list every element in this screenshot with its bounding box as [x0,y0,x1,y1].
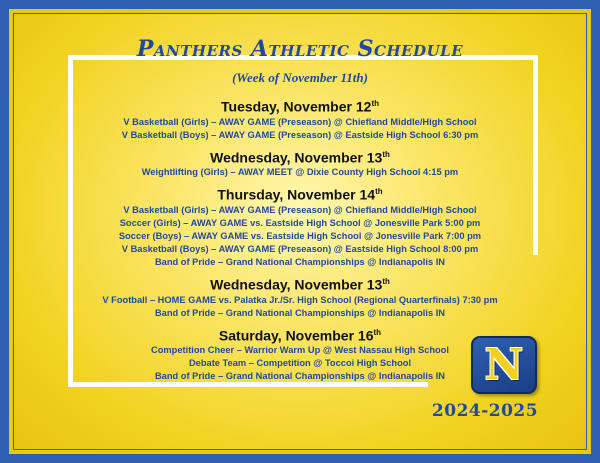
event-item: V Basketball (Girls) – AWAY GAME (Preseason) @ Chiefland Middle/High School [123,204,477,215]
event-item: V Basketball (Boys) – AWAY GAME (Preseason) @ Eastside High School 8:00 pm [121,243,479,254]
day-heading: Saturday, November 16th [218,327,382,344]
event-item: V Football – HOME GAME vs. Palatka Jr./Sr. High School (Regional Quarterfinals) 7:30 pm [102,294,498,305]
day-heading: Tuesday, November 12th [221,98,379,115]
season-label: 2024-2025 [431,401,539,421]
event-item: Band of Pride – Grand National Championships @ Indianapolis IN [154,307,446,318]
day-heading: Thursday, November 14th [217,186,383,203]
day-heading: Wednesday, November 13th [210,276,390,293]
day-heading: Wednesday, November 13th [210,149,390,166]
event-item: Weightlifting (Girls) – AWAY MEET @ Dixie County High School 4:15 pm [141,167,459,178]
event-item: Soccer (Boys) – AWAY GAME vs. Eastside High School @ Jonesville Park 7:00 pm [118,230,482,241]
day-block [0,95,600,142]
day-block [0,183,600,269]
page-subtitle: (Week of November 11th) [232,70,368,85]
school-logo [471,336,537,394]
event-item: Soccer (Girls) – AWAY GAME vs. Eastside High School @ Jonesville Park 5:00 pm [119,217,481,228]
event-item: Debate Team – Competition @ Toccoi High School [188,358,412,369]
event-item: Competition Cheer – Warrior Warm Up @ West Nassau High School [151,345,449,356]
event-item: Band of Pride – Grand National Championships @ Indianapolis IN [154,371,446,382]
event-item: V Basketball (Girls) – AWAY GAME (Preseason) @ Chiefland Middle/High School [123,116,477,127]
page-title: Panthers Athletic Schedule [136,36,464,62]
event-item: V Basketball (Boys) – AWAY GAME (Preseason) @ Eastside High School 6:30 pm [121,129,479,140]
logo-letter: N [484,340,524,389]
day-block [0,273,600,320]
event-item: Band of Pride – Grand National Championships @ Indianapolis IN [154,256,446,267]
day-block [0,146,600,180]
